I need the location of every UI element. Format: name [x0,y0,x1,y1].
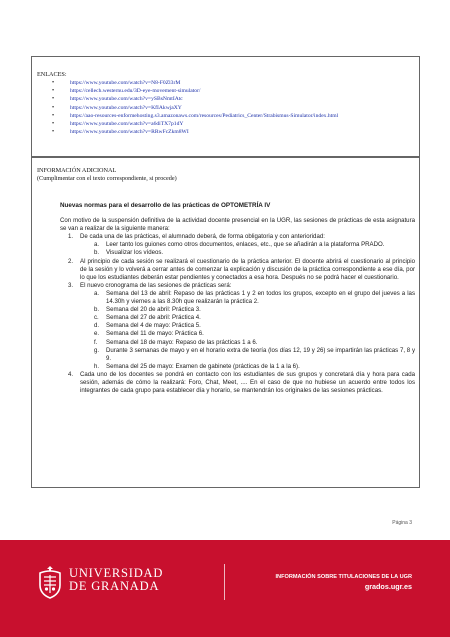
titulaciones-banner: INFORMACIÓN SOBRE TITULACIONES DE LA UGR grados.ugr.es [236,573,412,591]
link-item[interactable]: • https://www.youtube.com/watch?v=ySBsNmtIAtc [52,96,183,103]
university-logo-text: UNIVERSIDAD DE GRANADA [69,566,164,593]
link-item[interactable]: • https://cellech.westernu.edu/3D-eye-movement-simulator/ [52,88,201,95]
bullet-icon: • [52,88,55,95]
link-item[interactable]: • https://www.youtube.com/watch?v=KfIAkwjaXY [52,104,182,111]
list-item: 4. Cada uno de los docentes se pondrá en contacto con los estudiantes de sus grupos y concretará día y hora para cada sesión, además de cómo la realizará: Foro, Chat, Meet, .... En el caso de que no hubiese un acuerdo entre todos los integrantes de cada grupo para establecer día y horario, se mantendrán los originales de las sesiones prácticas. [68,370,415,395]
bullet-icon: • [52,96,55,103]
link-item[interactable]: • https://www.youtube.com/watch?v=a6diTX7p1dY [52,121,184,128]
sub-item: g. Durante 3 semanas de mayo y en el horario extra de teoría (los días 12, 19 y 26) se impartirán las prácticas 7, 8 y 9. [94,346,415,362]
sub-item: b. Visualizar los vídeos. [94,249,164,257]
sub-item: b. Semana del 20 de abril: Práctica 3. [94,306,201,314]
university-crest-icon [37,565,63,599]
links-heading: ENLACES: [37,71,67,78]
vertical-divider [224,564,225,600]
sub-item: c. Semana del 27 de abril: Práctica 4. [94,314,201,322]
bullet-icon: • [52,129,55,136]
link-item[interactable]: • https://www.youtube.com/watch?v=N8-F0Zl3rM [52,80,181,86]
list-item: 1. De cada una de las prácticas, el alumnado deberá, de forma obligatoria y con anterioridad: a. Leer tanto los guiones como otros documentos, enlaces, etc., que se añadirán a la plataforma PRADO. b. Visualizar los vídeos. [32,233,415,257]
links-list [37,79,412,136]
bullet-icon: • [52,121,55,128]
sub-item: h. Semana del 25 de mayo: Examen de gabinete (prácticas de la 1 a la 6). [94,362,300,370]
info-subheading: (Cumplimentar con el texto correspondiente, si procede) [37,175,177,182]
sub-item: f. Semana del 18 de mayo: Repaso de las prácticas 1 a 6. [94,338,258,346]
list-item: 3. El nuevo cronograma de las sesiones de prácticas será: a. Semana del 13 de abril: Repaso de las prácticas 1 y 2 en todos los grupos, excepto en el grupo del jueves a las 14.30h y viernes a las 8.30h que realizarán la práctica 2. b. Semana del 20 de abril: Práctica 3. c. Semana del 27 de abril: Práctica 4. d. Semana del 4 de mayo: Práctica 5. e. Semana del 11 de mayo: Práctica 6. f. Semana del 18 de mayo: Repaso de las prácticas 1 a 6. g. Durante 3 semanas de mayo y en el horario extra de teoría (los días 12, 19 y 26) se impartirán las prácticas 7, 8 y 9. h. Semana del 25 de mayo: Examen de gabinete (prácticas de la 1 a la 6). [68,281,415,370]
link-item[interactable]: • https://aao-resources-enformehosting.s3.amazonaws.com/resources/Pediatrics_Center/Strabismus-Simulator/index.html [52,112,339,119]
document-title: Nuevas normas para el desarrollo de las prácticas de OPTOMETRÍA IV [60,202,271,209]
bullet-icon: • [52,112,55,119]
info-heading: INFORMACIÓN ADICIONAL [37,167,117,174]
footer-band [0,540,450,637]
sub-item: a. Semana del 13 de abril: Repaso de las prácticas 1 y 2 en todos los grupos, excepto en el grupo del jueves a las 14.30h y viernes a las 8.30h que realizarán la práctica 2. [94,289,415,306]
sub-item: e. Semana del 11 de mayo: Práctica 6. [94,330,204,338]
sub-item: a. Leer tanto los guiones como otros documentos, enlaces, etc., que se añadirán a la plataforma PRADO. [94,241,385,249]
link-item[interactable]: • https://www.youtube.com/watch?v=RRwFcZkm8WI [52,129,189,136]
bullet-icon: • [52,104,55,111]
grados-link[interactable]: grados.ugr.es [364,582,412,591]
numbered-list [32,233,415,395]
intro-paragraph: Con motivo de la suspensión definitiva de la actividad docente presencial en la UGR, las sesiones de prácticas de esta asignatura se van a realizar de la siguiente manera: [60,217,415,233]
page-number: Página 3 [392,520,412,526]
links-section [31,56,420,157]
additional-info-section [31,157,420,488]
list-item: 2. Al principio de cada sesión se realizará el cuestionario de la práctica anterior. El docente abrirá el cuestionario al principio de la sesión y lo volverá a cerrar antes de comenzar la explicación y discusión de la práctica correspondiente a ese día, por lo que los estudiantes deberán estar pendientes y conectados a esa hora. Después no se podrá hacer el cuestionario. [68,257,415,281]
bullet-icon: • [52,80,55,86]
sub-item: d. Semana del 4 de mayo: Práctica 5. [94,322,201,330]
